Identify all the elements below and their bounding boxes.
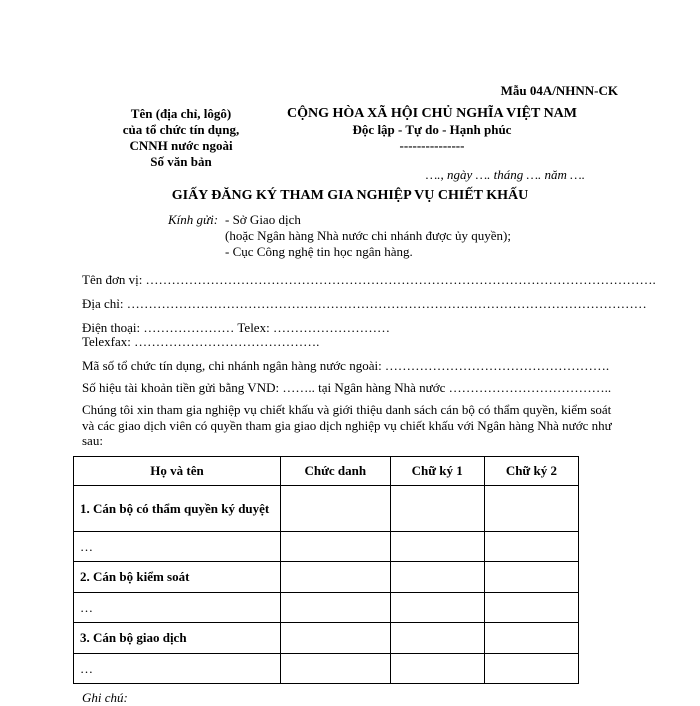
sender-line: CNNH nước ngoài [129, 138, 233, 153]
recipients-block [168, 212, 511, 260]
officer-placeholder: … [74, 532, 281, 562]
column-header: Chữ ký 2 [484, 457, 578, 486]
date-line: …., ngày …. tháng …. năm …. [425, 167, 585, 182]
recipient-line: (hoặc Ngân hàng Nhà nước chi nhánh được ủy quyền); [225, 228, 511, 243]
institution-code-field: Mã số tổ chức tín dụng, chi nhánh ngân hàng nước ngoài: ……………………………………………. [82, 358, 610, 373]
recipient-line: - Sở Giao dịch [225, 212, 301, 227]
unit-name-field: Tên đơn vị: ………………………………………………………………………………………………………. [82, 272, 656, 287]
telexfax-field: Telexfax: ……………………………………. [82, 334, 320, 349]
sender-line: Tên (địa chỉ, lôgô) [130, 106, 232, 121]
table-row [74, 654, 579, 684]
document-title: GIẤY ĐĂNG KÝ THAM GIA NGHIỆP VỤ CHIẾT KHẤU [171, 188, 529, 203]
column-header: Chức danh [281, 457, 391, 486]
account-field: Số hiệu tài khoản tiền gửi bằng VND: …….. tại Ngân hàng Nhà nước ……………………………….. [82, 380, 612, 395]
table-header-row [74, 457, 579, 486]
officer-placeholder: … [74, 593, 281, 623]
officer-category: 1. Cán bộ có thẩm quyền ký duyệt [74, 486, 281, 532]
note-label: Ghi chú: [82, 690, 128, 705]
table-row [74, 486, 579, 532]
sender-line: của tổ chức tín dụng, [122, 122, 240, 137]
table-row [74, 532, 579, 562]
officer-category: 3. Cán bộ giao dịch [74, 623, 281, 654]
intro-paragraph: Chúng tôi xin tham gia nghiệp vụ chiết khấu và giới thiệu danh sách cán bộ có thẩm quyền, kiểm soát và các giao dịch viên có quyền tham gia giao dịch nghiệp vụ chiết khấu với Ngân hàng Nhà nước như sau: [82, 402, 612, 448]
table-row [74, 593, 579, 623]
republic-title: CỘNG HÒA XÃ HỘI CHỦ NGHĨA VIỆT NAM [286, 106, 577, 121]
sender-line: Số văn bản [150, 154, 212, 169]
table-row [74, 623, 579, 654]
phone-telex-field: Điện thoại: ………………… Telex: ……………………… [82, 320, 390, 335]
sender-block [96, 106, 266, 170]
column-header: Chữ ký 1 [390, 457, 484, 486]
column-header: Họ và tên [74, 457, 281, 486]
recipients-label: Kính gửi: [168, 212, 219, 227]
address-field: Địa chỉ: ………………………………………………………………………………………………………… [82, 296, 647, 311]
form-code: Mẫu 04A/NHNN-CK [500, 83, 618, 98]
republic-motto: Độc lập - Tự do - Hạnh phúc [352, 122, 512, 137]
republic-separator: --------------- [399, 138, 465, 153]
officer-category: 2. Cán bộ kiểm soát [74, 562, 281, 593]
recipient-line: - Cục Công nghệ tin học ngân hàng. [225, 244, 413, 259]
officer-placeholder: … [74, 654, 281, 684]
table-row [74, 562, 579, 593]
officers-table [73, 456, 579, 684]
republic-header [262, 106, 602, 154]
